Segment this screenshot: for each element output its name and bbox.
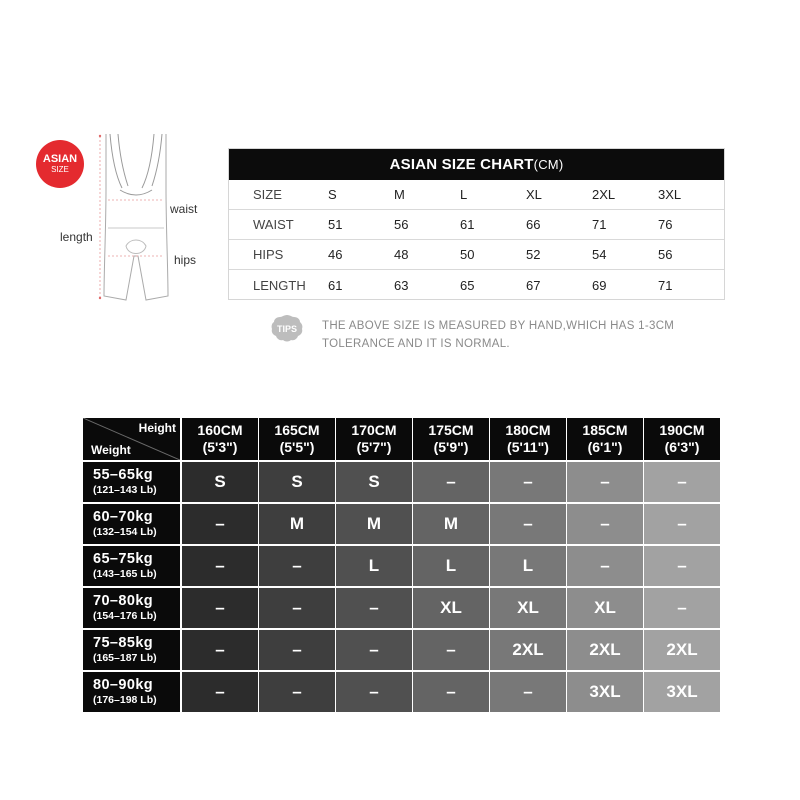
size-recommendation-cell: 2XL [490, 630, 566, 670]
weight-row-header [83, 462, 180, 502]
weight-kg: 65–75kg [93, 551, 154, 567]
size-chart-row-label: HIPS [253, 247, 284, 262]
corner-weight-label: Weight [91, 443, 131, 457]
height-cm: 170CM [351, 422, 397, 438]
height-column-header [567, 418, 643, 460]
weight-lb: (121–143 Lb) [93, 484, 157, 496]
size-recommendation-cell: L [336, 546, 412, 586]
weight-row-header [83, 630, 180, 670]
weight-lb: (154–176 Lb) [93, 610, 157, 622]
size-chart-cell: 67 [526, 277, 541, 293]
size-recommendation-cell: – [490, 462, 566, 502]
height-cm: 160CM [197, 422, 243, 438]
size-recommendation-cell: – [336, 672, 412, 712]
weight-lb: (165–187 Lb) [93, 652, 157, 664]
weight-kg: 55–65kg [93, 467, 154, 483]
size-recommendation-cell: S [336, 462, 412, 502]
height-ft: (5'11") [507, 439, 549, 455]
height-cm: 190CM [659, 422, 705, 438]
corner-height-label: Height [138, 421, 176, 435]
size-chart-cell: 71 [592, 217, 607, 232]
weight-kg: 80–90kg [93, 677, 154, 693]
size-chart-cell: XL [526, 187, 542, 202]
size-chart-row-label: LENGTH [253, 277, 306, 293]
size-chart-cell: 54 [592, 247, 607, 262]
weight-lb: (143–165 Lb) [93, 568, 157, 580]
size-recommendation-cell: – [567, 546, 643, 586]
tips-icon-label: TIPS [276, 324, 298, 334]
height-ft: (6'3") [664, 439, 700, 455]
tips-line-1: THE ABOVE SIZE IS MEASURED BY HAND,WHICH HAS 1-3CM [322, 320, 675, 332]
height-ft: (5'3") [202, 439, 238, 455]
tips-icon [270, 313, 304, 343]
size-chart-row [229, 270, 724, 300]
size-recommendation-cell: M [259, 504, 335, 544]
height-cm: 180CM [505, 422, 551, 438]
size-recommendation-cell: – [644, 588, 720, 628]
size-chart-title-text: ASIAN SIZE CHART [389, 156, 534, 173]
size-chart-cell: 52 [526, 247, 541, 262]
size-chart-cell: 69 [592, 277, 607, 293]
size-chart-cell: 2XL [592, 187, 616, 202]
size-recommendation-cell: – [490, 672, 566, 712]
size-recommendation-cell: L [490, 546, 566, 586]
size-chart-cell: L [460, 187, 468, 202]
size-recommendation-cell: – [644, 462, 720, 502]
size-chart-cell: 61 [460, 217, 475, 232]
size-recommendation-cell: – [182, 504, 258, 544]
weight-kg: 70–80kg [93, 593, 154, 609]
weight-lb: (132–154 Lb) [93, 526, 157, 538]
size-recommendation-cell: M [336, 504, 412, 544]
badge-line-2: SIZE [51, 165, 69, 174]
size-chart-unit: (CM) [533, 157, 564, 172]
size-chart-cell: 56 [658, 247, 673, 262]
weight-kg: 75–85kg [93, 635, 154, 651]
size-chart-cell: 51 [328, 217, 343, 232]
size-chart-cell: 71 [658, 277, 673, 293]
tips-line-2: TOLERANCE AND IT IS NORMAL. [322, 338, 510, 350]
size-chart-row-label: WAIST [253, 217, 294, 232]
size-recommendation-cell: – [644, 504, 720, 544]
height-ft: (5'9") [433, 439, 469, 455]
height-column-header [413, 418, 489, 460]
size-recommendation-cell: S [259, 462, 335, 502]
weight-kg: 60–70kg [93, 509, 154, 525]
size-chart-row [229, 240, 724, 270]
tips-note [322, 317, 732, 353]
size-chart-cell: 50 [460, 247, 475, 262]
size-recommendation-cell: – [182, 630, 258, 670]
size-recommendation-cell: 3XL [644, 672, 720, 712]
size-recommendation-cell: – [336, 630, 412, 670]
height-cm: 185CM [582, 422, 628, 438]
asian-size-chart [228, 148, 725, 300]
size-chart-cell: 61 [328, 277, 343, 293]
size-chart-row [229, 180, 724, 210]
size-chart-cell: 46 [328, 247, 343, 262]
waist-label: waist [170, 202, 198, 216]
size-recommendation-cell: – [259, 630, 335, 670]
size-recommendation-cell: 2XL [567, 630, 643, 670]
height-column-header [259, 418, 335, 460]
size-chart-cell: S [328, 187, 337, 202]
size-chart-cell: 56 [394, 217, 409, 232]
size-recommendation-cell: – [413, 672, 489, 712]
size-recommendation-cell: – [259, 546, 335, 586]
height-column-header [490, 418, 566, 460]
weight-row-header [83, 672, 180, 712]
weight-row-header [83, 546, 180, 586]
height-ft: (5'7") [356, 439, 392, 455]
size-chart-cell: 3XL [658, 187, 682, 202]
weight-row-header [83, 504, 180, 544]
table-corner [83, 418, 180, 460]
height-column-header [336, 418, 412, 460]
hips-label: hips [174, 253, 197, 267]
size-recommendation-cell: – [490, 504, 566, 544]
size-recommendation-cell: – [644, 546, 720, 586]
weight-row-header [83, 588, 180, 628]
badge-line-1: ASIAN [42, 153, 78, 165]
size-recommendation-cell: S [182, 462, 258, 502]
size-chart-title [229, 149, 724, 180]
height-column-header [644, 418, 720, 460]
height-column-header [182, 418, 258, 460]
size-recommendation-cell: – [182, 546, 258, 586]
bib-shorts-illustration [96, 128, 176, 318]
size-recommendation-cell: – [182, 588, 258, 628]
size-chart-cell: 76 [658, 217, 673, 232]
length-label: length [60, 230, 93, 244]
size-chart-cell: M [394, 187, 405, 202]
height-ft: (6'1") [587, 439, 623, 455]
height-cm: 175CM [428, 422, 474, 438]
size-recommendation-cell: XL [413, 588, 489, 628]
asian-size-badge [36, 140, 84, 188]
size-recommendation-cell: – [182, 672, 258, 712]
size-recommendation-cell: XL [490, 588, 566, 628]
height-ft: (5'5") [279, 439, 315, 455]
size-recommendation-cell: – [413, 462, 489, 502]
size-recommendation-cell: – [336, 588, 412, 628]
size-recommendation-cell: – [259, 672, 335, 712]
size-recommendation-cell: – [567, 504, 643, 544]
size-chart-cell: 48 [394, 247, 409, 262]
size-chart-cell: 65 [460, 277, 475, 293]
size-recommendation-cell: – [413, 630, 489, 670]
size-recommendation-cell: M [413, 504, 489, 544]
height-cm: 165CM [274, 422, 320, 438]
size-recommendation-cell: L [413, 546, 489, 586]
size-recommendation-cell: – [259, 588, 335, 628]
size-chart-row [229, 210, 724, 240]
size-recommendation-cell: – [567, 462, 643, 502]
size-chart-cell: 63 [394, 277, 409, 293]
size-recommendation-cell: 3XL [567, 672, 643, 712]
size-recommendation-cell: XL [567, 588, 643, 628]
size-chart-cell: 66 [526, 217, 541, 232]
weight-lb: (176–198 Lb) [93, 694, 157, 706]
size-chart-row-label: SIZE [253, 187, 282, 202]
size-recommendation-cell: 2XL [644, 630, 720, 670]
